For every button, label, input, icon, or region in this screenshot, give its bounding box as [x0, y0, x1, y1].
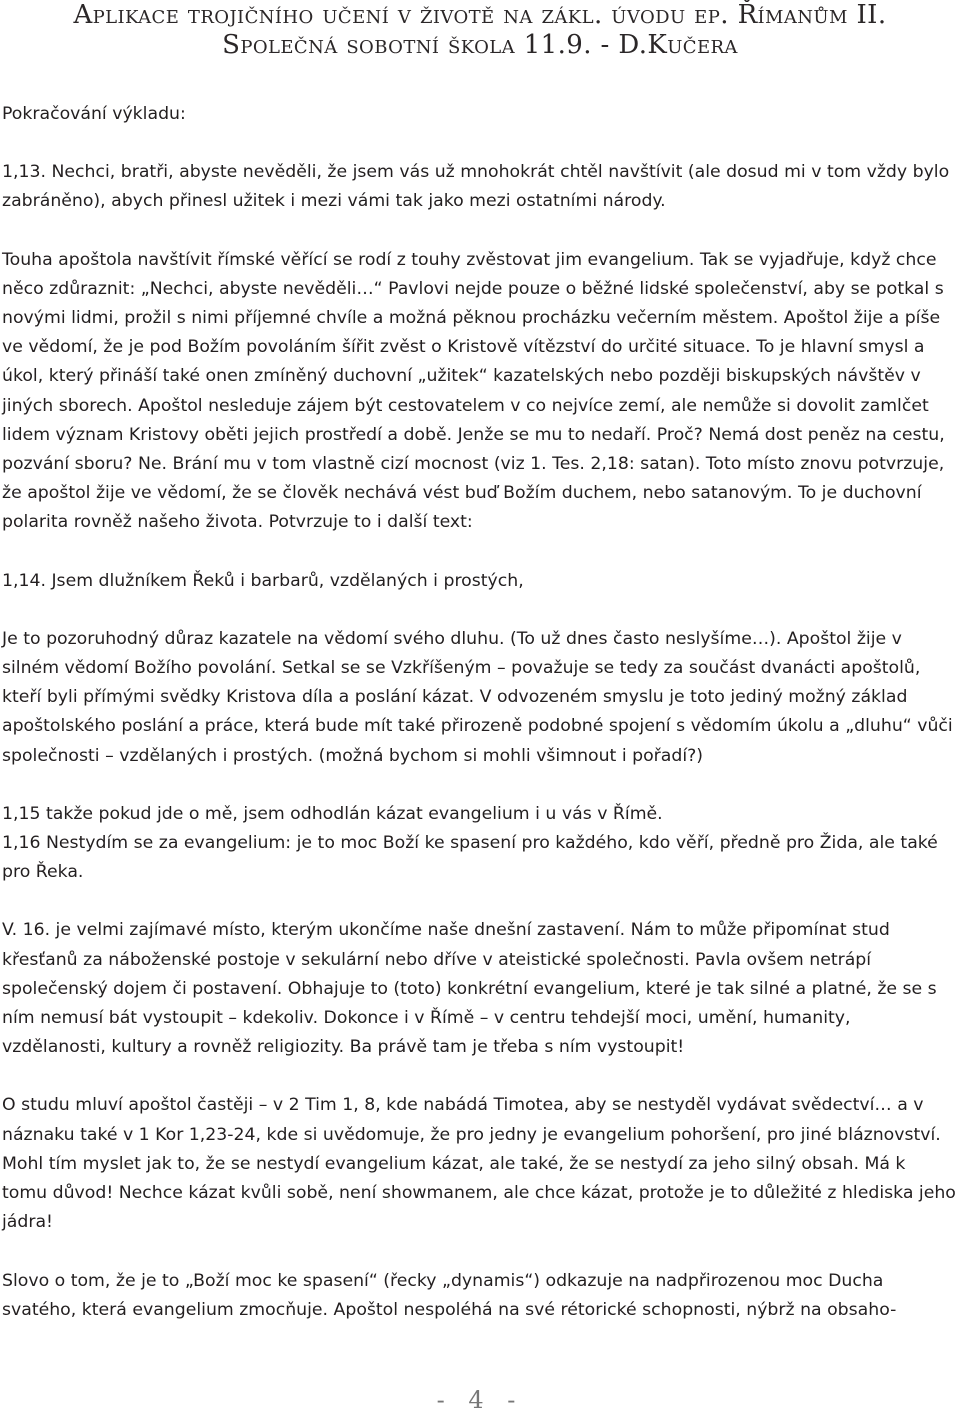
page-number: - 4 - [436, 1386, 524, 1414]
paragraph-pozoruhodny: Je to pozoruhodný důraz kazatele na vědomí svého dluhu. (To už dnes často neslyšíme…). Apoštol žije v silném vědomí Božího povolání. Setkal se se Vzkříšeným – považuje se tedy za součást dvanácti apoštolů, kteří byli přímými svědky Kristova díla a poslání kázat. V odvozeném smyslu je toto jediný možný základ apoštolského poslání a práce, která bude mít také přirozeně podobné spojení s vědomím úkolu a „dluhu“ vůči společnosti – vzdělaných i prostých. (možná bychom si mohli všimnout i pořadí?) [2, 628, 953, 766]
paragraph-gap [2, 217, 956, 246]
paragraph-touha: Touha apoštola navštívit římské věřící se rodí z touhy zvěstovat jim evangelium. Tak se vyjadřuje, když chce něco zdůraznit: „Nechci, abyste nevěděli…“ Pavlovi nejde pouze o běžné lidské společenství, aby se potkal s novými lidmi, prožil s nimi příjemné chvíle a možná pěknou procházku večerním městem. Apoštol žije a píše ve vědomí, že je pod Božím povoláním šířit zvěst o Kristově vítězství do určité situace. To je hlavní smysl a úkol, který přináší také onen zmíněný duchovní „užitek“ kazatelských nebo později biskupských návštěv v jiných sborech. Apoštol nesleduje zájem být cestovatelem v co nejvíce zemí, ale nemůže si dovolit zamlčet lidem význam Kristovy oběti jejich prostředí a době. Jenže se mu to nedaří. Proč? Nemá dost peněz na cestu, pozvání sboru? Ne. Brání mu v tom vlastně cizí mocnost (viz 1. Tes. 2,18: satan). Toto místo znovu potvrzuje, že apoštol žije ve vědomí, že se člověk nechává vést buď Božím duchem, nebo satanovým. To je duchovní polarita rovněž našeho života. Potvrzuje to i další text: [2, 249, 945, 533]
header-title-line-1: Aplikace trojičního učení v životě na zákl. úvodu ep. Římanům II. [73, 0, 887, 30]
paragraph-slovo: Slovo o tom, že je to „Boží moc ke spasení“ (řecky „dynamis“) odkazuje na nadpřirozenou moc Ducha svatého, která evangelium zmocňuje. Apoštol nespoléhá na své rétorické schopnosti, nýbrž na obsaho- [2, 1270, 897, 1320]
paragraph-gap [2, 596, 956, 625]
page-header [0, 0, 960, 62]
paragraph-gap [2, 771, 956, 800]
paragraph-gap [2, 887, 956, 916]
document-body [2, 100, 956, 1325]
paragraph-studu: O studu mluví apoštol častěji – v 2 Tim 1, 8, kde nabádá Timotea, aby se nestyděl vydávat svědectví… a v náznaku také v 1 Kor 1,23-24, kde si uvědomuje, že pro jedny je evangelium pohoršení, pro jiné bláznovství. Mohl tím myslet jak to, že se nestydí evangelium kázat, ale také, že se nestydí za jeho silný obsah. Má k tomu důvod! Nechce kázat kvůli sobě, není showmanem, ale chce kázat, protože je to důležité z hlediska jeho jádra! [2, 1095, 956, 1233]
paragraph-gap [2, 1238, 956, 1267]
paragraph-gap [2, 538, 956, 567]
verse-1-15: 1,15 takže pokud jde o mě, jsem odhodlán kázat evangelium i u vás v Římě. [2, 803, 663, 824]
paragraph-gap [2, 1062, 956, 1091]
paragraph-gap [2, 129, 956, 158]
verse-1-13: 1,13. Nechci, bratři, abyste nevěděli, že jsem vás už mnohokrát chtěl navštívit (ale dosud mi v tom vždy bylo zabráněno), abych přinesl užitek i mezi vámi tak jako mezi ostatními národy. [2, 162, 950, 212]
verse-1-14: 1,14. Jsem dlužníkem Řeků i barbarů, vzdělaných i prostých, [2, 570, 524, 591]
intro-paragraph: Pokračování výkladu: [2, 104, 186, 124]
paragraph-v16: V. 16. je velmi zajímavé místo, kterým ukončíme naše dnešní zastavení. Nám to může připomínat stud křesťanů za náboženské postoje v sekulární nebo dříve v ateistické společnosti. Pavla ovšem netrápí společenský dojem či postavení. Obhajuje to (toto) konkrétní evangelium, které je tak silné a platné, že se s ním nemusí bát vystoupit – kdekoliv. Dokonce i v Římě – v centru tehdejší moci, umění, humanity, vzdělanosti, kultury a rovněž religiozity. Ba právě tam je třeba s ním vystoupit! [2, 920, 937, 1058]
verse-1-16: 1,16 Nestydím se za evangelium: je to moc Boží ke spasení pro každého, kdo věří, předně pro Žida, ale také pro Řeka. [2, 833, 938, 883]
header-title-line-2: Společná sobotní škola 11.9. - D.Kučera [222, 30, 738, 60]
